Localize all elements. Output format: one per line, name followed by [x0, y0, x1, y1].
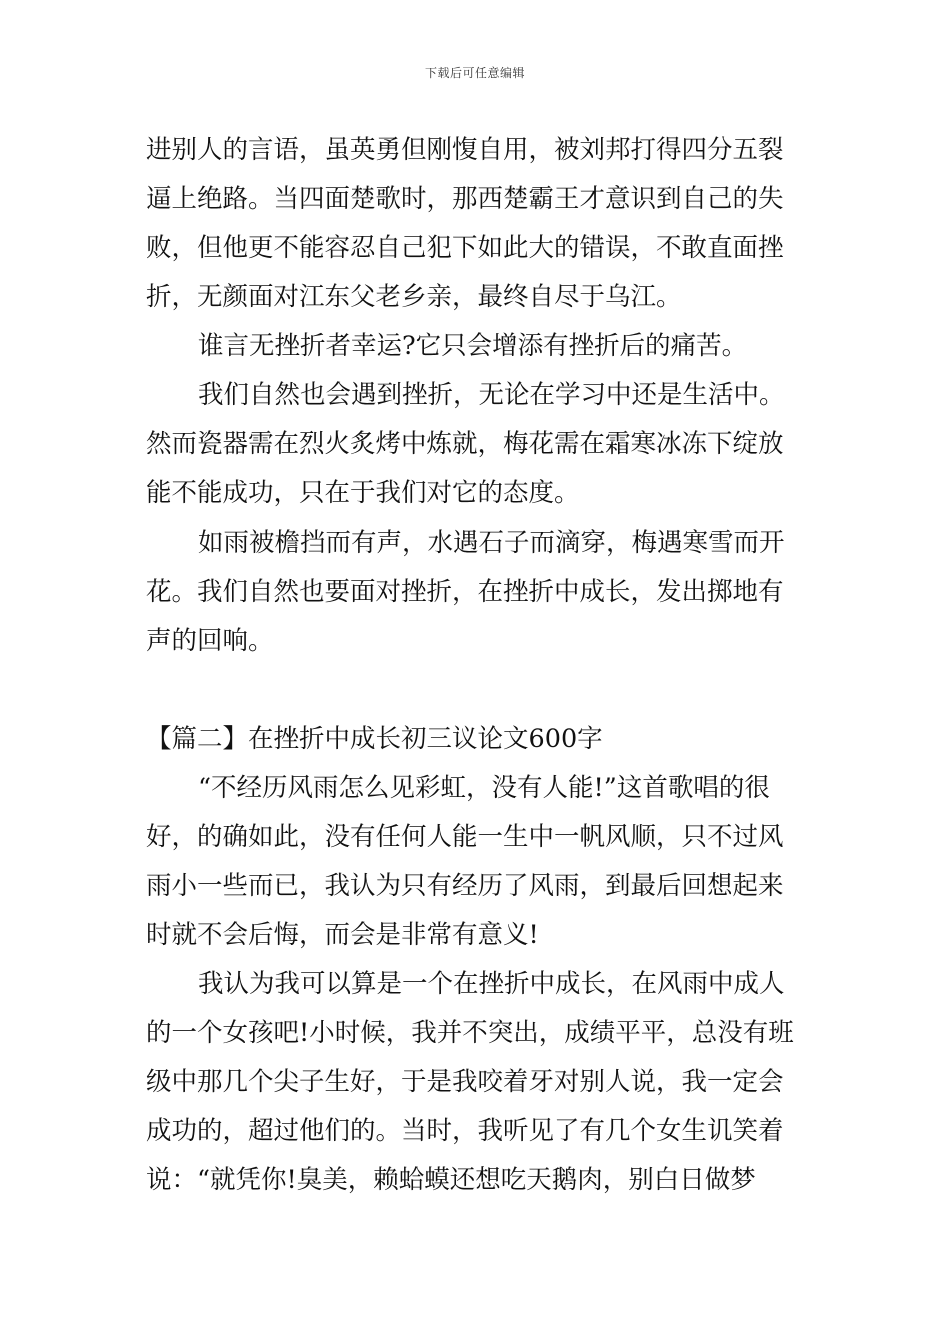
paragraph-line: 花。我们自然也要面对挫折，在挫折中成长，发出掷地有 — [146, 577, 784, 607]
paragraph-line: 时就不会后悔，而会是非常有意义! — [146, 920, 539, 950]
paragraph-line: 雨小一些而已，我认为只有经历了风雨，到最后回想起来 — [146, 871, 784, 901]
page-header: 下载后可任意编辑 — [424, 66, 525, 80]
paragraph-line: 说：“就凭你!臭美，赖蛤蟆还想吃天鹅肉，别白日做梦 — [146, 1165, 756, 1195]
paragraph-line: 好，的确如此，没有任何人能一生中一帆风顺，只不过风 — [146, 822, 784, 852]
paragraph-line: 败，但他更不能容忍自己犯下如此大的错误，不敢直面挫 — [146, 233, 784, 263]
paragraph-line: “不经历风雨怎么见彩虹，没有人能!”这首歌唱的很 — [198, 773, 770, 803]
paragraph-line: 级中那几个尖子生好，于是我咬着牙对别人说，我一定会 — [146, 1067, 784, 1097]
paragraph-line: 然而瓷器需在烈火炙烤中炼就，梅花需在霜寒冰冻下绽放 — [146, 429, 784, 459]
paragraph-line: 的一个女孩吧!小时候，我并不突出，成绩平平，总没有班 — [146, 1018, 794, 1048]
paragraph-line: 我们自然也会遇到挫折，无论在学习中还是生活中。 — [198, 380, 785, 410]
paragraph-line: 成功的，超过他们的。当时，我听见了有几个女生讥笑着 — [146, 1116, 784, 1146]
paragraph-line: 谁言无挫折者幸运?它只会增添有挫折后的痛苦。 — [198, 331, 748, 361]
paragraph-line: 声的回响。 — [146, 626, 274, 656]
paragraph-line: 我认为我可以算是一个在挫折中成长，在风雨中成人 — [198, 969, 785, 999]
paragraph-line: 折，无颜面对江东父老乡亲，最终自尽于乌江。 — [146, 282, 682, 312]
paragraph-line: 进别人的言语，虽英勇但刚愎自用，被刘邦打得四分五裂 — [146, 135, 784, 165]
paragraph-line: 逼上绝路。当四面楚歌时，那西楚霸王才意识到自己的失 — [146, 184, 784, 214]
paragraph-line: 如雨被檐挡而有声，水遇石子而滴穿，梅遇寒雪而开 — [198, 528, 785, 558]
paragraph-line: 能不能成功，只在于我们对它的态度。 — [146, 478, 580, 508]
section-title: 【篇二】在挫折中成长初三议论文600字 — [146, 724, 603, 754]
